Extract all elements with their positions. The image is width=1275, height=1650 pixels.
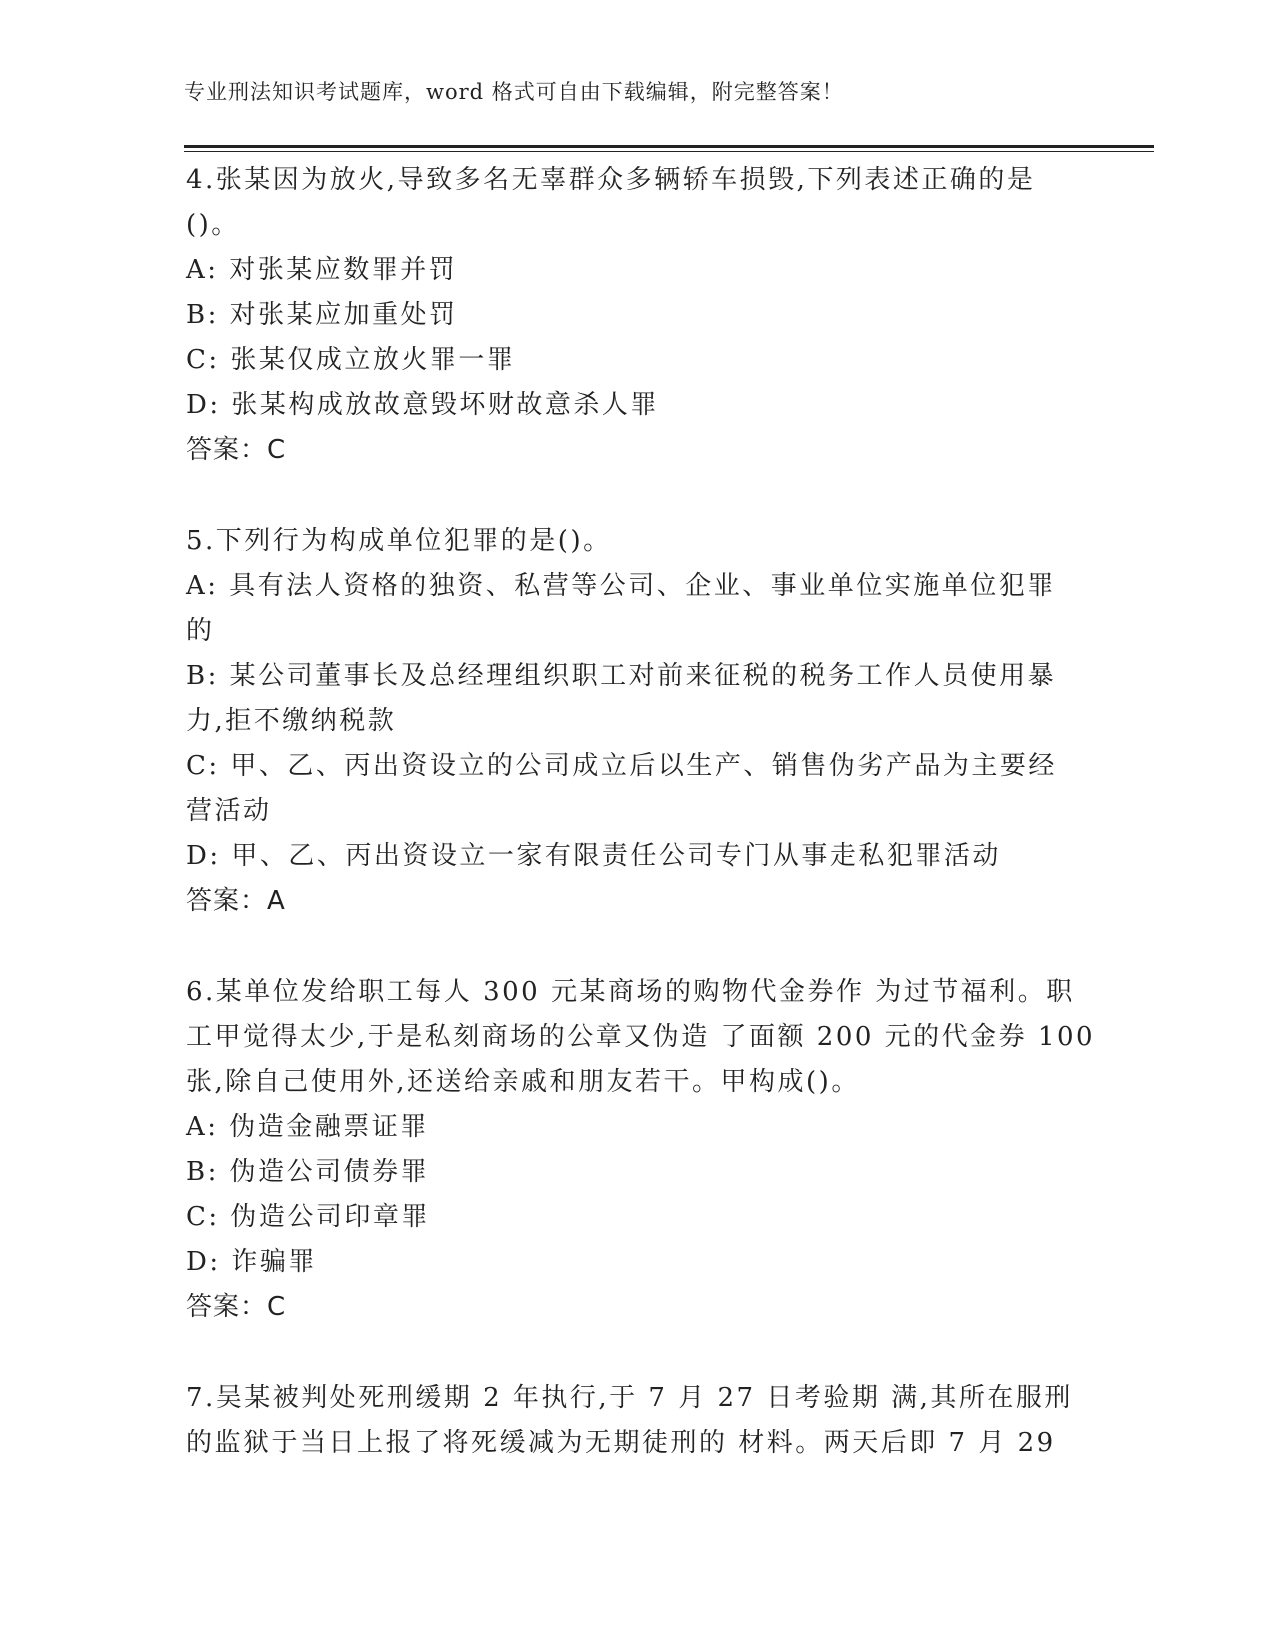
question-block [186,519,1086,924]
option-line: 力,拒不缴纳税款 [186,706,397,736]
question-stem-line: 张,除自己使用外,还送给亲戚和朋友若干。甲构成()。 [186,1067,860,1097]
header-divider-thick [184,145,1154,148]
answer-line: 答案：C [186,1292,287,1322]
option-line: A: 具有法人资格的独资、私营等公司、企业、事业单位实施单位犯罪 [186,571,1056,601]
question-stem-line: ()。 [186,210,240,240]
option-line: C: 张某仅成立放火罪一罪 [186,345,516,375]
question-stem-line: 的监狱于当日上报了将死缓减为无期徒刑的 材料。两天后即 7 月 29 [186,1428,1056,1458]
question-block [186,970,1096,1330]
answer-line: 答案：C [186,435,287,465]
answer-line: 答案：A [186,886,286,916]
option-line: C: 甲、乙、丙出资设立的公司成立后以生产、销售伪劣产品为主要经 [186,751,1057,781]
option-line: D: 诈骗罪 [186,1247,317,1277]
option-line: B: 对张某应加重处罚 [186,300,458,330]
option-line: D: 张某构成放故意毁坏财故意杀人罪 [186,390,659,420]
option-line: A: 伪造金融票证罪 [186,1112,429,1142]
option-line: C: 伪造公司印章罪 [186,1202,430,1232]
question-stem-line: 6.某单位发给职工每人 300 元某商场的购物代金券作 为过节福利。职 [186,977,1075,1007]
option-line: B: 伪造公司债券罪 [186,1157,430,1187]
question-block [186,1376,1086,1466]
option-line: D: 甲、乙、丙出资设立一家有限责任公司专门从事走私犯罪活动 [186,841,1001,871]
question-list [186,158,1096,1512]
option-line: B: 某公司董事长及总经理组织职工对前来征税的税务工作人员使用暴 [186,661,1057,691]
option-line: 营活动 [186,796,272,826]
header-divider-thin [184,151,1154,152]
option-line: A: 对张某应数罪并罚 [186,255,458,285]
question-stem-line: 工甲觉得太少,于是私刻商场的公章又伪造 了面额 200 元的代金券 100 [186,1022,1096,1052]
page-header: 专业刑法知识考试题库，word 格式可自由下载编辑，附完整答案！ [184,80,844,104]
option-line: 的 [186,616,215,646]
question-stem-line: 5.下列行为构成单位犯罪的是()。 [186,526,612,556]
question-stem-line: 4.张某因为放火,导致多名无辜群众多辆轿车损毁,下列表述正确的是 [186,165,1036,195]
question-block [186,158,1086,473]
question-stem-line: 7.吴某被判处死刑缓期 2 年执行,于 7 月 27 日考验期 满,其所在服刑 [186,1383,1073,1413]
